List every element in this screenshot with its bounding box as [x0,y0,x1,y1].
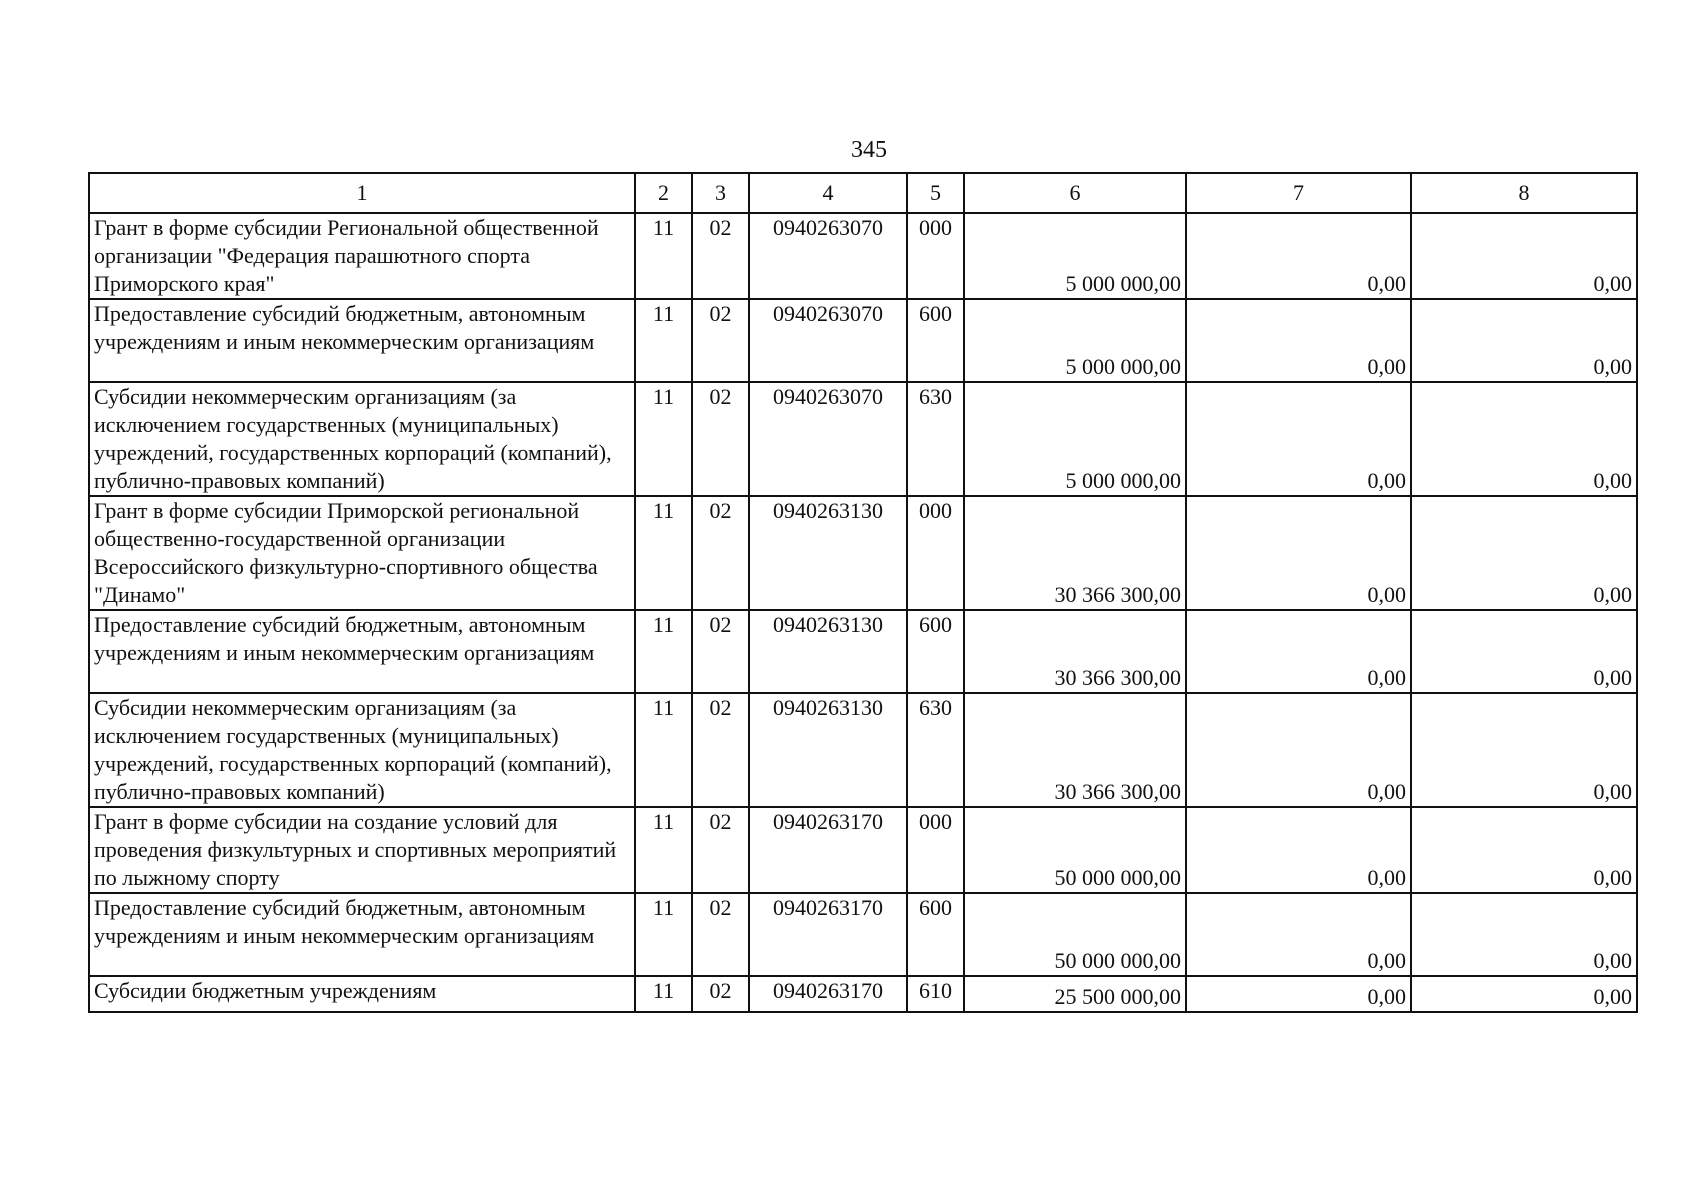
row-expense-type: 000 [907,213,964,299]
row-amount-2: 0,00 [1186,693,1411,807]
row-subsection: 02 [692,893,749,976]
table-row [89,213,1637,299]
row-amount-1: 30 366 300,00 [964,496,1186,610]
row-section: 11 [635,299,692,382]
row-section: 11 [635,382,692,496]
row-target-article: 0940263070 [749,382,907,496]
column-header: 7 [1186,173,1411,213]
row-target-article: 0940263130 [749,496,907,610]
row-name: Грант в форме субсидии Приморской региональной общественно-государственной организации Всероссийского физкультурно-спортивного общества "Динамо" [89,496,635,610]
row-amount-3: 0,00 [1411,213,1637,299]
row-target-article: 0940263070 [749,213,907,299]
budget-table [88,172,1638,1013]
row-section: 11 [635,976,692,1012]
table-row [89,382,1637,496]
table-row [89,976,1637,1012]
row-amount-1: 5 000 000,00 [964,382,1186,496]
row-target-article: 0940263170 [749,807,907,893]
row-target-article: 0940263070 [749,299,907,382]
row-expense-type: 600 [907,299,964,382]
row-amount-2: 0,00 [1186,213,1411,299]
row-subsection: 02 [692,382,749,496]
row-amount-1: 50 000 000,00 [964,893,1186,976]
column-header: 4 [749,173,907,213]
row-amount-1: 50 000 000,00 [964,807,1186,893]
row-expense-type: 000 [907,807,964,893]
row-amount-1: 5 000 000,00 [964,213,1186,299]
row-name: Предоставление субсидий бюджетным, автономным учреждениям и иным некоммерческим организациям [89,610,635,693]
row-amount-1: 25 500 000,00 [964,976,1186,1012]
table-header-row [89,173,1637,213]
row-section: 11 [635,496,692,610]
table-row [89,807,1637,893]
row-expense-type: 630 [907,693,964,807]
table-row [89,299,1637,382]
row-name: Субсидии бюджетным учреждениям [89,976,635,1012]
row-name: Грант в форме субсидии Региональной общественной организации "Федерация парашютного спорта Приморского края" [89,213,635,299]
row-subsection: 02 [692,496,749,610]
row-target-article: 0940263130 [749,610,907,693]
column-header: 2 [635,173,692,213]
table-row [89,610,1637,693]
row-amount-1: 30 366 300,00 [964,610,1186,693]
column-header: 3 [692,173,749,213]
row-subsection: 02 [692,299,749,382]
row-amount-2: 0,00 [1186,893,1411,976]
row-subsection: 02 [692,610,749,693]
table-row [89,496,1637,610]
column-header: 5 [907,173,964,213]
row-name: Предоставление субсидий бюджетным, автономным учреждениям и иным некоммерческим организациям [89,893,635,976]
row-expense-type: 000 [907,496,964,610]
row-section: 11 [635,693,692,807]
row-amount-2: 0,00 [1186,496,1411,610]
row-amount-1: 5 000 000,00 [964,299,1186,382]
table-row [89,693,1637,807]
row-amount-3: 0,00 [1411,807,1637,893]
row-expense-type: 600 [907,893,964,976]
row-subsection: 02 [692,213,749,299]
row-amount-3: 0,00 [1411,976,1637,1012]
row-section: 11 [635,610,692,693]
row-amount-3: 0,00 [1411,382,1637,496]
row-name: Субсидии некоммерческим организациям (за исключением государственных (муниципальных) учреждений, государственных корпораций (компаний), публично-правовых компаний) [89,693,635,807]
page-number: 345 [851,137,887,163]
row-amount-3: 0,00 [1411,610,1637,693]
row-subsection: 02 [692,693,749,807]
row-amount-3: 0,00 [1411,299,1637,382]
column-header: 6 [964,173,1186,213]
row-amount-2: 0,00 [1186,382,1411,496]
row-section: 11 [635,807,692,893]
row-amount-2: 0,00 [1186,299,1411,382]
row-target-article: 0940263170 [749,893,907,976]
row-expense-type: 610 [907,976,964,1012]
row-target-article: 0940263130 [749,693,907,807]
column-header: 8 [1411,173,1637,213]
row-section: 11 [635,213,692,299]
row-amount-2: 0,00 [1186,976,1411,1012]
row-amount-3: 0,00 [1411,893,1637,976]
row-amount-1: 30 366 300,00 [964,693,1186,807]
row-section: 11 [635,893,692,976]
row-name: Субсидии некоммерческим организациям (за исключением государственных (муниципальных) учреждений, государственных корпораций (компаний), публично-правовых компаний) [89,382,635,496]
row-name: Предоставление субсидий бюджетным, автономным учреждениям и иным некоммерческим организациям [89,299,635,382]
column-header: 1 [89,173,635,213]
row-name: Грант в форме субсидии на создание условий для проведения физкультурных и спортивных мероприятий по лыжному спорту [89,807,635,893]
table-row [89,893,1637,976]
row-subsection: 02 [692,807,749,893]
row-target-article: 0940263170 [749,976,907,1012]
row-amount-2: 0,00 [1186,807,1411,893]
row-amount-3: 0,00 [1411,496,1637,610]
row-amount-3: 0,00 [1411,693,1637,807]
row-amount-2: 0,00 [1186,610,1411,693]
row-expense-type: 600 [907,610,964,693]
row-subsection: 02 [692,976,749,1012]
row-expense-type: 630 [907,382,964,496]
